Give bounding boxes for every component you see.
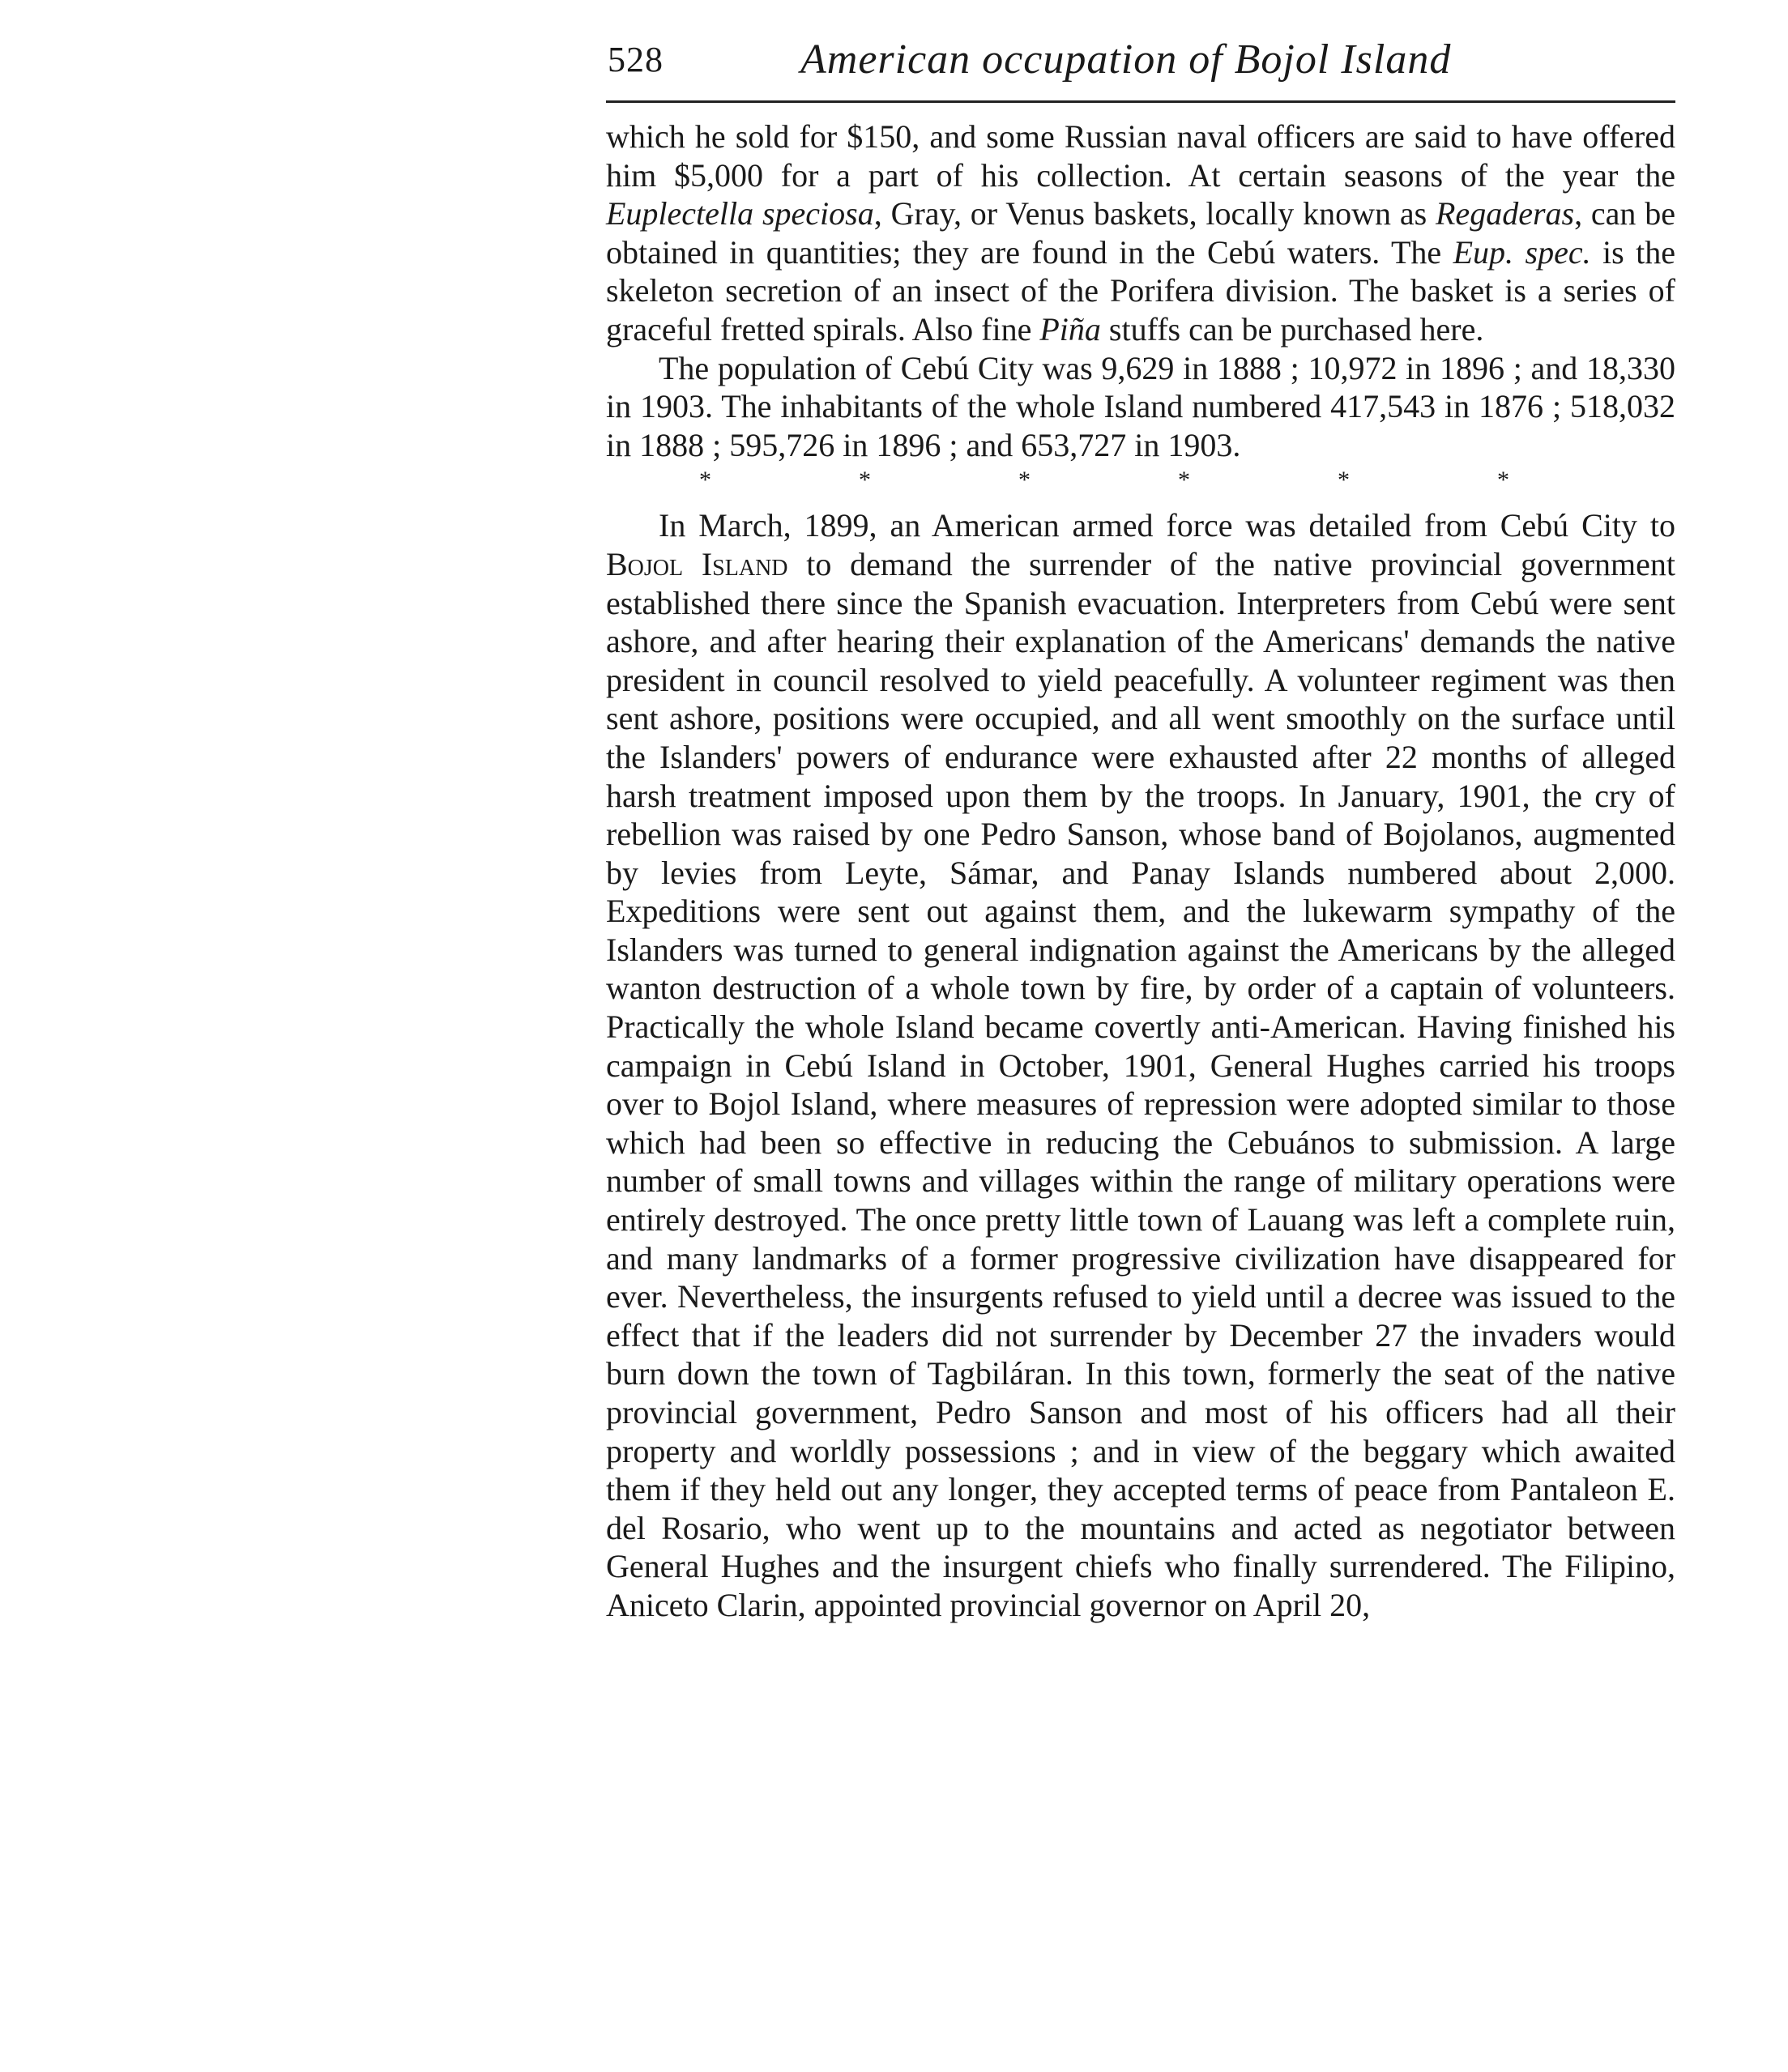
italic-term: Eup. spec. [1453, 233, 1591, 271]
running-title: American occupation of Bojol Island [800, 36, 1452, 83]
separator-star: * [859, 467, 871, 494]
text-run: , can be obtained in quantities; they are found in the Cebú waters. The [606, 195, 1676, 271]
text-run: is the skeleton secretion of an insect of the Porifera division. The basket is a series of graceful fretted spirals. Also fine [606, 233, 1676, 347]
separator-star: * [1497, 467, 1509, 494]
text-run: to demand the surrender of the native provincial government established there since the Spanish evacuation. Interpreters from Cebú were sent ashore, and after hearing their explanation of the Americans' demands the native president in council resolved to yield peacefully. A volunteer regiment was then sent ashore, positions were occupied, and all went smoothly on the surface until the Islanders' powers of endurance were exhausted after 22 months of alleged harsh treatment imposed upon them by the troops. In January, 1901, the cry of rebellion was raised by one Pedro Sanson, whose band of Bojolanos, augmented by levies from Leyte, Sámar, and Panay Islands numbered about 2,000. Expeditions were sent out against them, and the lukewarm sympathy of the Islanders was turned to general indignation against the Americans by the alleged wanton destruction of a whole town by fire, by order of a captain of volunteers. Practically the whole Island became covertly anti-American. Having finished his campaign in Cebú Island in October, 1901, General Hughes carried his troops over to Bojol Island, where measures of repression were adopted similar to those which had been so effective in reducing the Cebuános to submission. A large number of small towns and villages within the range of military operations were entirely destroyed. The once pretty little town of Lauang was left a complete ruin, and many landmarks of a former progressive civilization have disappeared for ever. Nevertheless, the insurgents refused to yield until a decree was issued to the effect that if the leaders did not surrender by December 27 the invaders would burn down the town of Tagbiláran. In this town, formerly the seat of the native provincial government, Pedro Sanson and most of his officers had all their property and worldly possessions ; and in view of the beggary which awaited them if they held out any longer, they accepted terms of peace from Pantaleon E. del Rosario, who went up to the mountains and acted as negotiator between General Hughes and the insurgent chiefs who finally surrendered. The Filipino, Aniceto Clarin, appointed provincial governor on April 20, [606, 545, 1676, 1623]
italic-term: Piña [1039, 310, 1101, 347]
text-run: In March, 1899, an American armed force was detailed from Cebú City to [659, 507, 1675, 544]
paragraph-occupation [606, 506, 1675, 1624]
section-separator [699, 464, 1509, 506]
italic-term: Euplectella speciosa [606, 195, 874, 232]
italic-term: Regaderas [1436, 195, 1575, 232]
separator-star: * [699, 467, 711, 494]
separator-star: * [1178, 467, 1190, 494]
paragraph-population: The population of Cebú City was 9,629 in 1888 ; 10,972 in 1896 ; and 18,330 in 1903. The inhabitants of the whole Island numbered 417,543 in 1876 ; 518,032 in 1888 ; 595,726 in 1896 ; and 653,727 in 1903. [606, 349, 1675, 463]
separator-star: * [1018, 467, 1031, 494]
small-caps-term: Bojol Island [606, 545, 788, 582]
book-page [606, 32, 1675, 1625]
text-run: stuffs can be purchased here. [1100, 310, 1484, 347]
page-number: 528 [608, 40, 664, 79]
text-run: which he sold for $150, and some Russian naval officers are said to have offered him $5,000 for a part of his collection. At certain seasons of the year the [606, 118, 1675, 194]
page-header [606, 32, 1675, 103]
body-text [606, 117, 1675, 1625]
paragraph-continuation [606, 117, 1675, 349]
text-run: , Gray, or Venus baskets, locally known as [873, 195, 1436, 232]
separator-star: * [1338, 467, 1350, 494]
